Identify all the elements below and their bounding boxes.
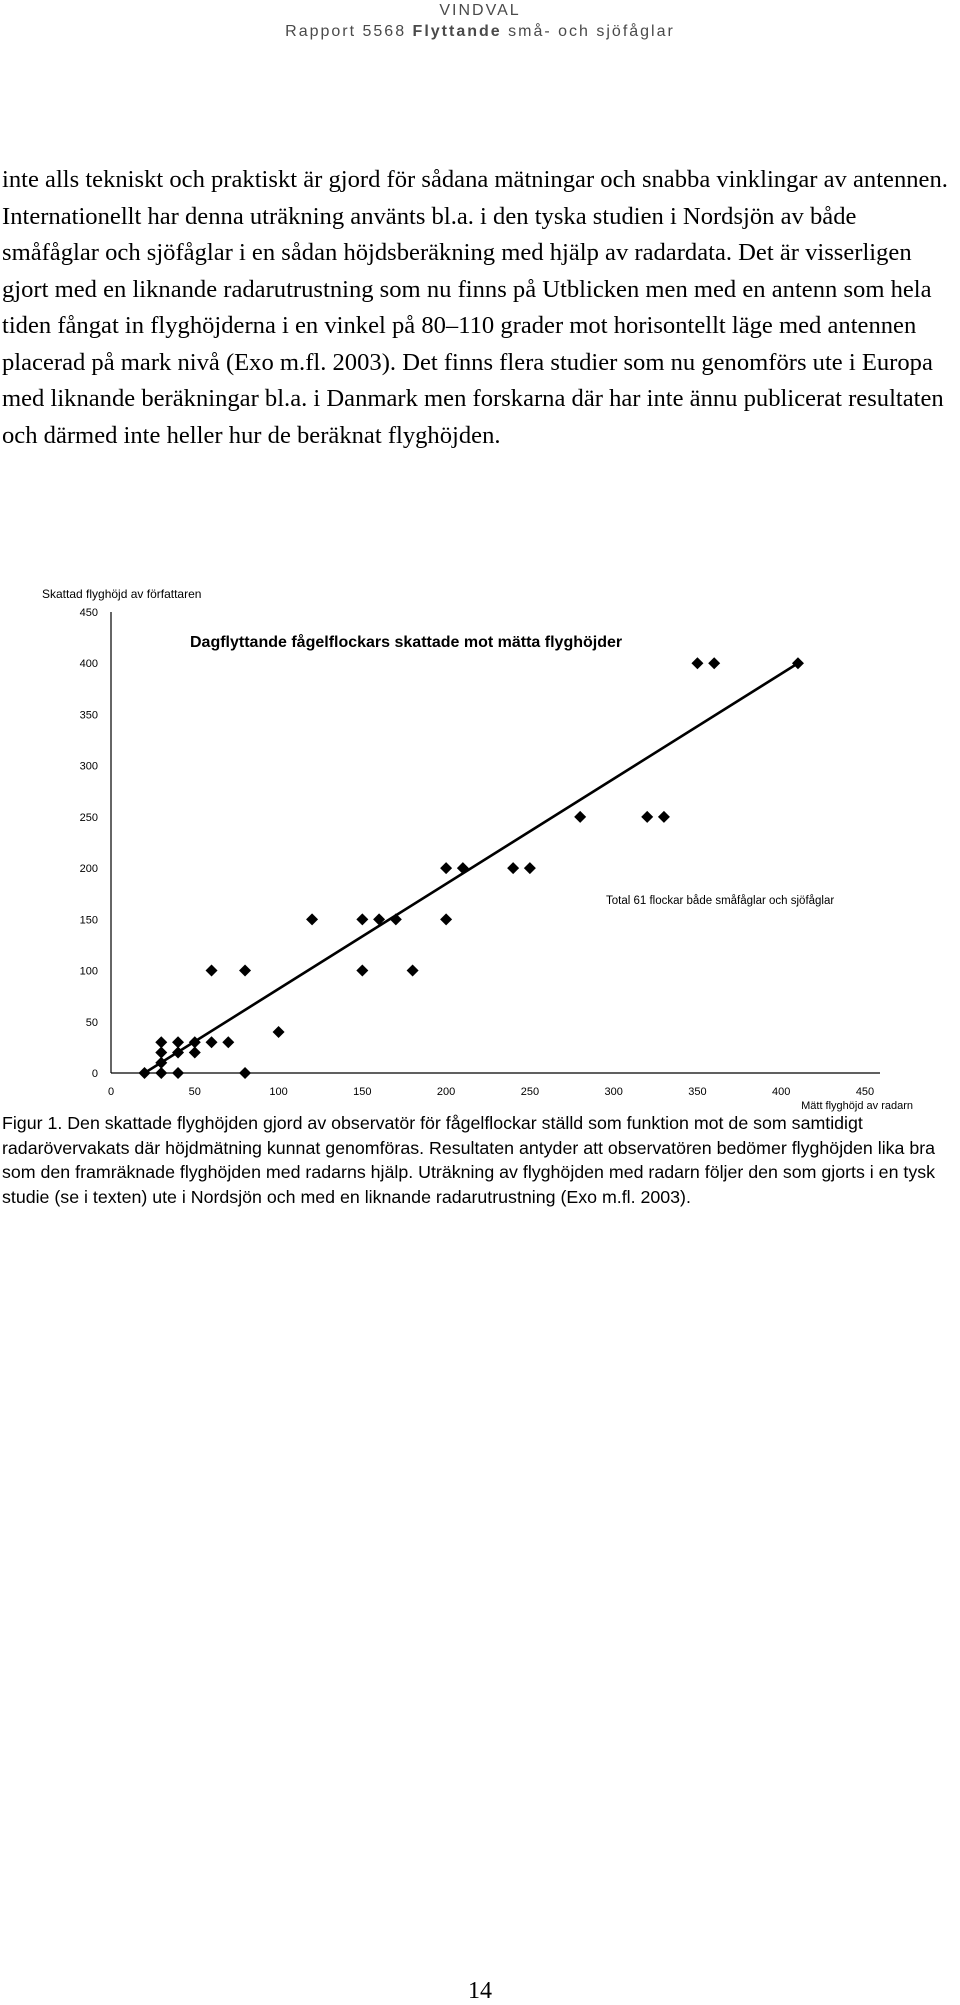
x-tick-label: 200	[436, 1086, 456, 1098]
data-point	[306, 913, 318, 925]
y-tick-labels	[80, 607, 98, 1080]
data-point	[691, 657, 703, 669]
data-point	[507, 862, 519, 874]
x-tick-label: 50	[188, 1086, 201, 1098]
data-point	[206, 965, 218, 977]
data-point	[440, 913, 452, 925]
data-point	[356, 913, 368, 925]
running-header	[0, 0, 960, 42]
data-point	[239, 1067, 251, 1079]
chart-title: Dagflyttande fågelflockars skattade mot mätta flyghöjder	[190, 634, 623, 651]
y-tick-label: 250	[79, 811, 98, 824]
data-point	[390, 913, 402, 925]
y-tick-label: 200	[79, 863, 98, 876]
data-point	[206, 1036, 218, 1048]
header-title: VINDVAL	[439, 2, 521, 19]
x-tick-label: 300	[604, 1086, 623, 1098]
x-tick-label: 450	[855, 1086, 875, 1098]
header-report-label: Rapport 5568	[285, 23, 413, 40]
data-point	[457, 862, 469, 874]
data-point	[440, 862, 452, 874]
data-point	[172, 1036, 184, 1048]
data-point	[524, 862, 536, 874]
y-tick-label: 400	[79, 658, 98, 671]
data-point	[139, 1067, 151, 1079]
data-point	[155, 1036, 167, 1048]
x-tick-label: 150	[353, 1086, 372, 1098]
data-point	[155, 1047, 167, 1059]
data-point	[658, 811, 670, 823]
data-point	[273, 1026, 285, 1038]
header-subtitle	[0, 21, 960, 42]
y-tick-label: 300	[79, 760, 98, 773]
x-tick-label: 0	[107, 1086, 115, 1098]
x-tick-label: 100	[269, 1086, 288, 1098]
data-point	[407, 965, 419, 977]
data-point	[239, 965, 251, 977]
data-point	[574, 811, 586, 823]
data-point	[641, 811, 653, 823]
y-tick-label: 350	[79, 709, 98, 722]
chart-annotation: Total 61 flockar både småfåglar och sjöfåglar	[606, 895, 835, 907]
data-point	[172, 1067, 184, 1079]
header-report-rest: små- och sjöfåglar	[501, 23, 675, 40]
data-point	[356, 965, 368, 977]
x-tick-label: 250	[520, 1086, 540, 1098]
x-axis-label: Mätt flyghöjd av radarn	[801, 1100, 913, 1112]
trendline	[145, 663, 798, 1073]
data-point	[155, 1067, 167, 1079]
x-tick-labels	[108, 1086, 874, 1098]
scatter-chart	[0, 580, 960, 1120]
page-number: 14	[468, 1978, 492, 2004]
body-text	[2, 162, 958, 454]
x-tick-label: 400	[772, 1086, 791, 1098]
y-axis-label: Skattad flyghöjd av författaren	[42, 587, 202, 601]
y-tick-label: 100	[79, 965, 98, 978]
y-tick-label: 0	[91, 1068, 98, 1080]
y-tick-label: 450	[79, 607, 98, 619]
data-point	[222, 1036, 234, 1048]
paragraph: inte alls tekniskt och praktiskt är gjord för sådana mätningar och snabba vinklingar av antennen. Internationellt har denna uträkning använts bl.a. i den tyska studien i Nordsjön av både småfåglar och sjöfåglar i en sådan höjdsberäkning med hjälp av radardata. Det är visserligen gjort med en liknande radarutrustning som nu finns på Utblicken men med en antenn som hela tiden fångat in flyghöjderna i en vinkel på 80–110 grader mot horisontellt läge med antennen placerad på mark nivå (Exo m.fl. 2003). Det finns flera studier som nu genomförs ute i Europa med liknande beräkningar bl.a. i Danmark men forskarna där har inte ännu publicerat resultaten och därmed inte heller hur de beräknat flyghöjden.	[2, 166, 948, 449]
header-report-bold: Flyttande	[412, 23, 502, 40]
figure-caption: Figur 1. Den skattade flyghöjden gjord av observatör för fågelflockar ställd som funktion mot de som samtidigt radarövervakats där höjdmätning kunnat genomföras. Resultaten antyder att observatören bedömer flyghöjden lika bra som den framräknade flyghöjden med radarns hjälp. Uträkning av flyghöjden med radarn följer den som gjorts i en tysk studie (se i texten) ute i Nordsjön och med en liknande radarutrustning (Exo m.fl. 2003).	[2, 1113, 936, 1207]
y-tick-label: 150	[79, 914, 98, 927]
x-tick-label: 350	[688, 1086, 707, 1098]
data-point	[708, 657, 720, 669]
y-tick-label: 50	[85, 1016, 98, 1029]
data-point	[189, 1047, 201, 1059]
data-point	[792, 657, 804, 669]
